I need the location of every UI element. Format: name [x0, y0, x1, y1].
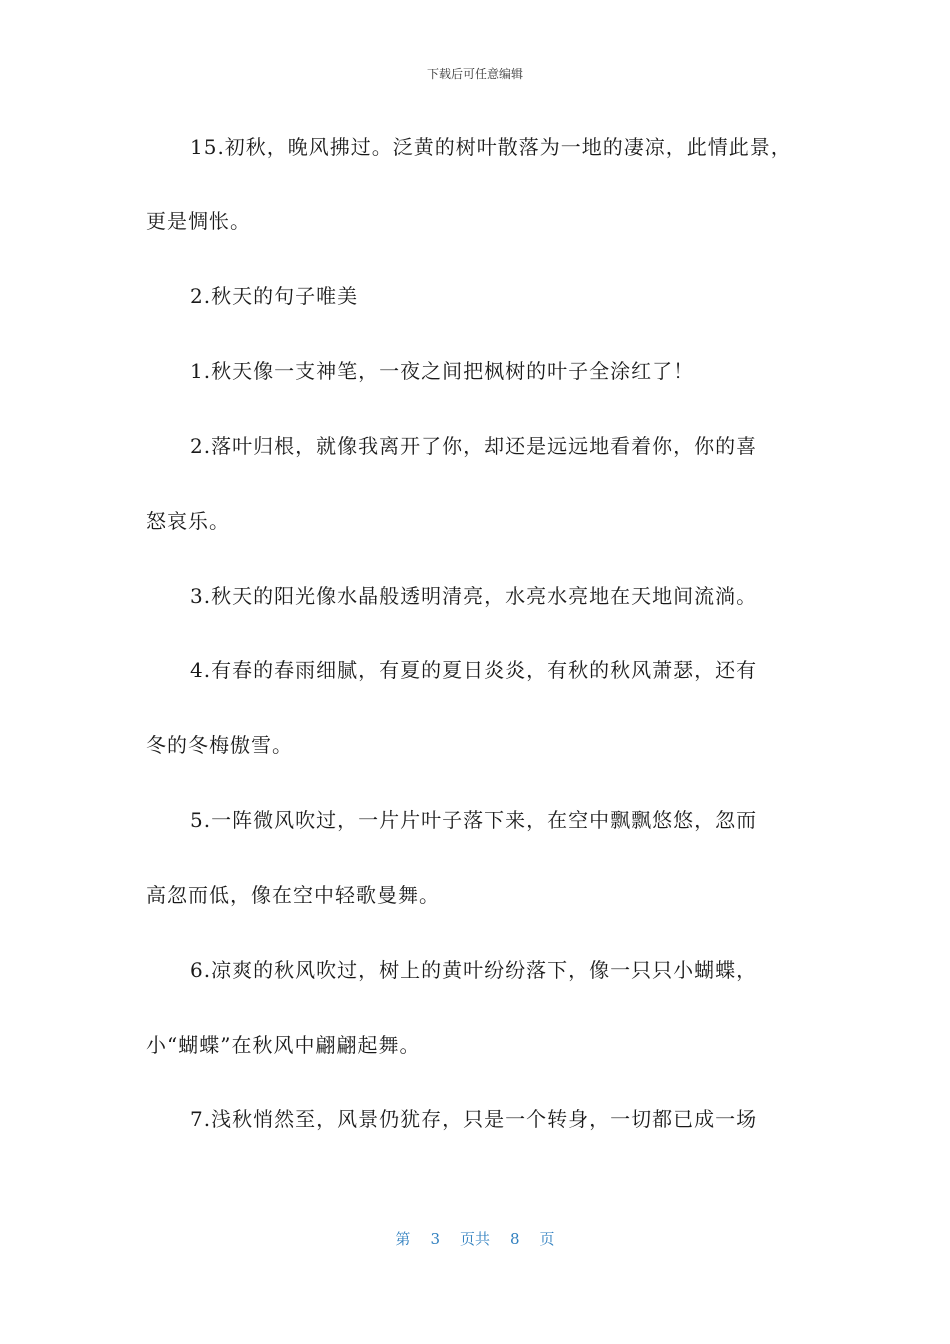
- text-line: 3.秋天的阳光像水晶般透明清亮，水亮水亮地在天地间流淌。: [190, 584, 758, 608]
- text-line: 5.一阵微风吹过，一片片叶子落下来，在空中飘飘悠悠，忽而: [190, 808, 758, 832]
- text-line: 4.有春的春雨细腻，有夏的夏日炎炎，有秋的秋风萧瑟，还有: [190, 658, 758, 682]
- text-line: 冬的冬梅傲雪。: [146, 733, 293, 757]
- footer-total-pages: 8: [510, 1230, 520, 1248]
- text-line: 2.秋天的句子唯美: [190, 284, 359, 308]
- footer-suffix: 页: [539, 1230, 555, 1248]
- text-line: 小“蝴蝶”在秋风中翩翩起舞。: [146, 1033, 421, 1057]
- text-line: 高忽而低，像在空中轻歌曼舞。: [146, 883, 440, 907]
- text-line: 更是惆怅。: [146, 209, 251, 233]
- text-line: 怒哀乐。: [146, 509, 230, 533]
- text-line: 7.浅秋悄然至，风景仍犹存，只是一个转身，一切都已成一场: [190, 1107, 758, 1131]
- text-line: 15.初秋，晚风拂过。泛黄的树叶散落为一地的凄凉，此情此景，: [190, 135, 792, 159]
- text-line: 6.凉爽的秋风吹过，树上的黄叶纷纷落下，像一只只小蝴蝶，: [190, 958, 758, 982]
- page-header: 下载后可任意编辑: [426, 67, 523, 81]
- text-line: 1.秋天像一支神笔，一夜之间把枫树的叶子全涂红了！: [190, 359, 695, 383]
- page-footer: [0, 1229, 950, 1249]
- footer-current-page: 3: [430, 1230, 440, 1248]
- footer-prefix: 第: [395, 1230, 411, 1248]
- text-line: 2.落叶归根，就像我离开了你，却还是远远地看着你，你的喜: [190, 434, 758, 458]
- footer-middle: 页共: [459, 1230, 490, 1248]
